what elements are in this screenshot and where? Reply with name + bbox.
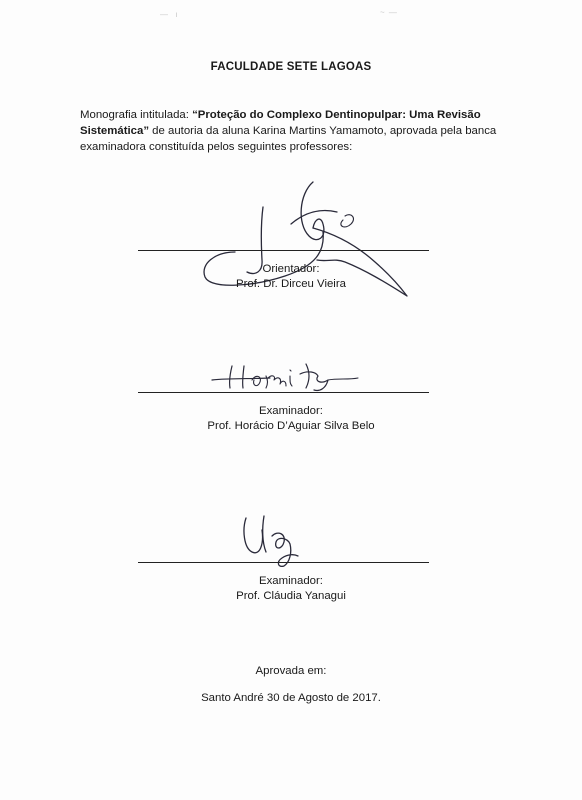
advisor-name: Prof. Dr. Dirceu Vieira: [236, 278, 346, 290]
statement-prefix: Monografia intitulada:: [80, 109, 193, 121]
examiner-1-role: Examinador:: [259, 405, 323, 417]
advisor-role: Orientador:: [262, 263, 320, 275]
signature-line-examiner-2: [138, 562, 429, 563]
monograph-approval-statement: [80, 107, 510, 155]
scan-artifact: ~ —: [380, 8, 398, 17]
examiner-2-role: Examinador:: [259, 575, 323, 587]
signature-line-advisor: [138, 250, 429, 251]
approval-place-date: Santo André 30 de Agosto de 2017.: [201, 692, 381, 704]
examiner-2-name: Prof. Cláudia Yanagui: [236, 590, 346, 602]
signature-line-examiner-1: [138, 392, 429, 393]
examiner-1-name: Prof. Horácio D’Aguiar Silva Belo: [207, 420, 375, 432]
examiner-1-caption: [0, 404, 582, 434]
scan-artifact: — ı: [160, 10, 179, 19]
approval-label: Aprovada em:: [255, 665, 327, 677]
institution-title: FACULDADE SETE LAGOAS: [210, 61, 372, 73]
advisor-caption: [0, 262, 582, 292]
statement-suffix: de autoria da aluna Karina Martins Yamamoto, aprovada pela banca examinadora constituída pelos seguintes professores:: [80, 125, 497, 153]
examiner-2-signature: [238, 508, 308, 568]
monograph-title: “Proteção do Complexo Dentinopulpar: Uma Revisão Sistemática”: [80, 109, 481, 137]
examiner-2-caption: [0, 574, 582, 604]
